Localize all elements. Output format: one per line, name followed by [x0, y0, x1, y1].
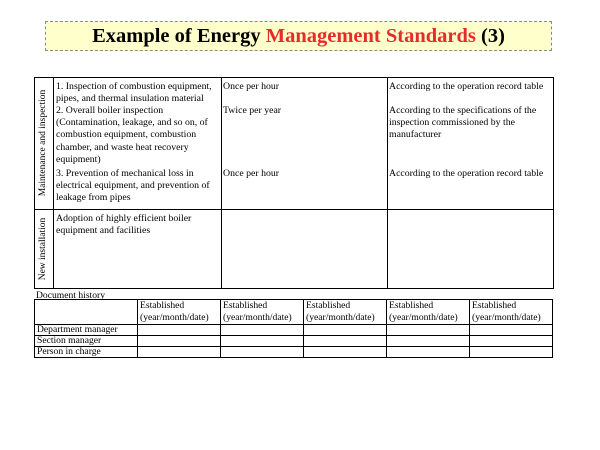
- established-cell: Established (year/month/date): [387, 300, 470, 325]
- signature-cell[interactable]: [221, 325, 304, 336]
- signature-cell[interactable]: [221, 347, 304, 358]
- standards-table: [34, 77, 554, 289]
- signature-cell[interactable]: [304, 347, 387, 358]
- history-blank-cell: [35, 300, 138, 325]
- signature-cell[interactable]: [221, 336, 304, 347]
- page-title: [45, 21, 552, 51]
- maintenance-item-1: 1. Inspection of combustion equipment, pipes, and thermal insulation material: [56, 81, 212, 105]
- role-row: [35, 336, 553, 347]
- section-label-maintenance: Maintenance and inspection: [38, 89, 48, 197]
- document-history-table: [34, 299, 553, 358]
- title-prefix: Example of Energy: [92, 25, 266, 47]
- maintenance-item-3-frequency: Once per hour: [223, 168, 280, 179]
- signature-cell[interactable]: [387, 325, 470, 336]
- section-label-new-installation: New installation: [38, 217, 48, 281]
- signature-cell[interactable]: [138, 325, 221, 336]
- established-cell: Established (year/month/date): [138, 300, 221, 325]
- title-suffix: (3): [475, 25, 505, 47]
- signature-cell[interactable]: [470, 325, 553, 336]
- established-row: [35, 300, 553, 325]
- role-label: Department manager: [35, 325, 138, 336]
- maintenance-item-1-standard: According to the operation record table: [389, 81, 544, 92]
- role-label: Person in charge: [35, 347, 138, 358]
- signature-cell[interactable]: [304, 336, 387, 347]
- signature-cell[interactable]: [138, 336, 221, 347]
- divider-standard-column: [387, 78, 388, 288]
- signature-cell[interactable]: [387, 347, 470, 358]
- divider-frequency-column: [221, 78, 222, 288]
- signature-cell[interactable]: [387, 336, 470, 347]
- maintenance-item-2-standard: According to the specifications of the inspection commissioned by the manufacturer: [389, 105, 537, 141]
- new-installation-item: Adoption of highly efficient boiler equipment and facilities: [56, 213, 192, 237]
- established-cell: Established (year/month/date): [221, 300, 304, 325]
- established-cell: Established (year/month/date): [470, 300, 553, 325]
- role-row: [35, 347, 553, 358]
- maintenance-item-2-frequency: Twice per year: [223, 105, 282, 116]
- signature-cell[interactable]: [470, 336, 553, 347]
- maintenance-item-2: 2. Overall boiler inspection (Contamination, leakage, and so on, of combustion equipment, combustion chamber, and waste heat recovery equipment): [56, 105, 208, 165]
- established-cell: Established (year/month/date): [304, 300, 387, 325]
- role-row: [35, 325, 553, 336]
- document-history-title: Document history: [36, 290, 106, 301]
- maintenance-item-1-frequency: Once per hour: [223, 81, 280, 92]
- maintenance-item-3-standard: According to the operation record table: [389, 168, 544, 179]
- signature-cell[interactable]: [304, 325, 387, 336]
- role-label: Section manager: [35, 336, 138, 347]
- signature-cell[interactable]: [138, 347, 221, 358]
- title-highlight: Management Standards: [265, 25, 476, 47]
- divider-section: [35, 209, 553, 210]
- signature-cell[interactable]: [470, 347, 553, 358]
- divider-label-column: [53, 78, 54, 288]
- maintenance-item-3: 3. Prevention of mechanical loss in electrical equipment, and prevention of leakage from pipes: [56, 168, 210, 204]
